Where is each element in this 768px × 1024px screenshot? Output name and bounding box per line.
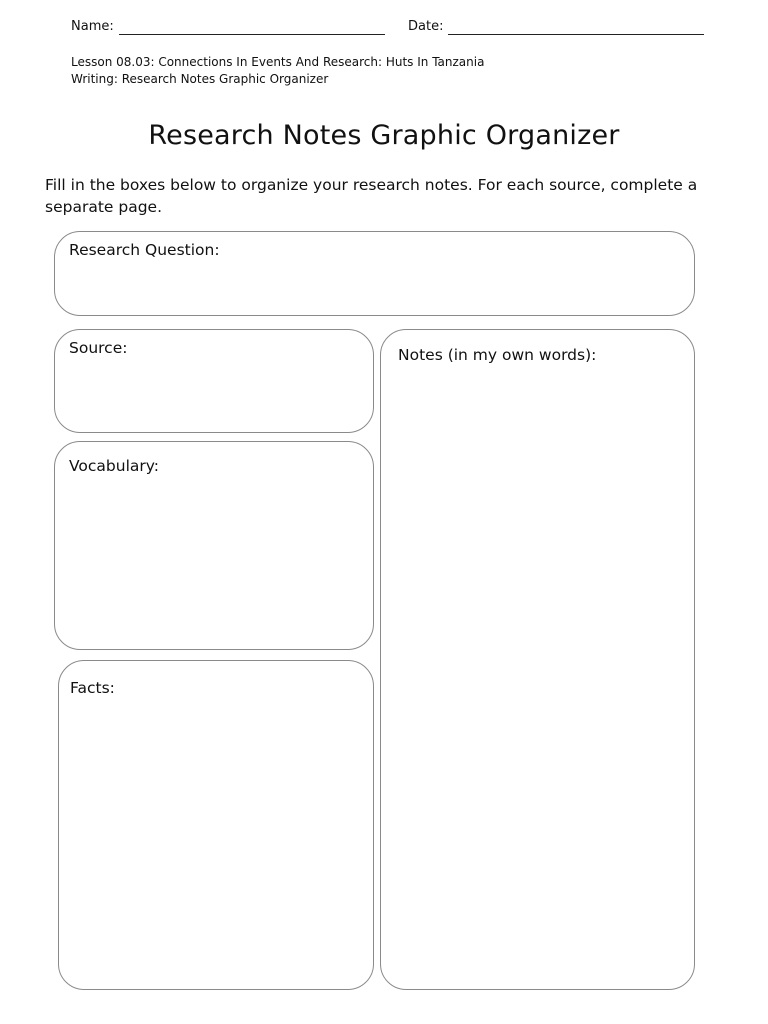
notes-label: Notes (in my own words): xyxy=(398,346,597,364)
research-question-box[interactable] xyxy=(54,231,695,316)
vocabulary-label: Vocabulary: xyxy=(69,457,160,475)
date-field[interactable] xyxy=(448,34,704,35)
page-title: Research Notes Graphic Organizer xyxy=(148,120,620,151)
date-label: Date: xyxy=(408,19,444,34)
lesson-info: Lesson 08.03: Connections In Events And Research: Huts In Tanzania xyxy=(71,55,485,69)
facts-box[interactable] xyxy=(58,660,374,990)
source-box[interactable] xyxy=(54,329,374,433)
name-field[interactable] xyxy=(119,34,385,35)
writing-info: Writing: Research Notes Graphic Organizer xyxy=(71,72,329,86)
name-label: Name: xyxy=(71,19,114,34)
vocabulary-box[interactable] xyxy=(54,441,374,650)
instructions: Fill in the boxes below to organize your research notes. For each source, complete a separate page. xyxy=(45,176,698,216)
research-question-label: Research Question: xyxy=(69,241,220,259)
source-label: Source: xyxy=(69,339,128,357)
facts-label: Facts: xyxy=(70,679,115,697)
notes-box[interactable] xyxy=(380,329,695,990)
